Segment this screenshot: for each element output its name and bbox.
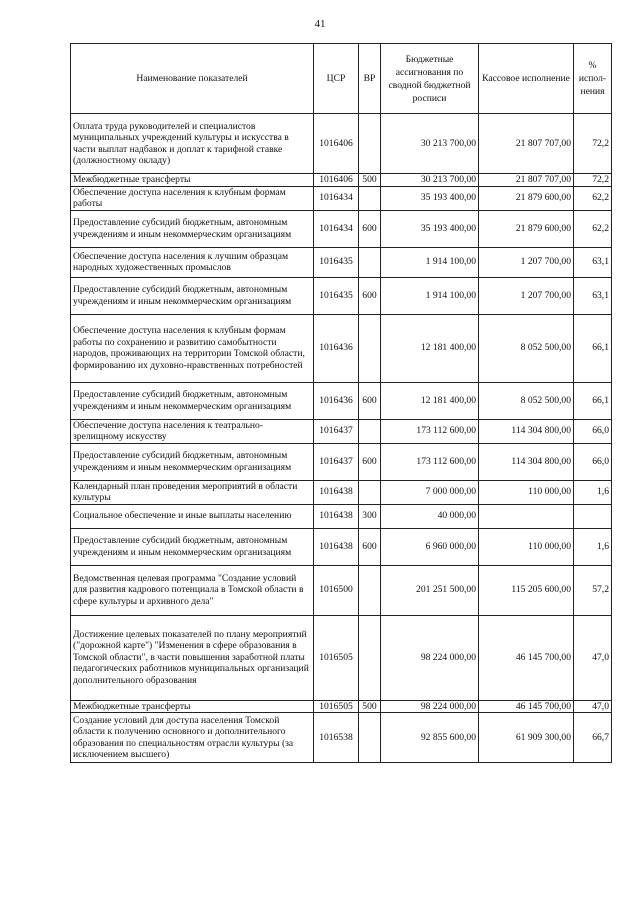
table-row xyxy=(71,186,612,210)
cell-assigned: 12 181 400,00 xyxy=(381,314,479,382)
table-row xyxy=(71,382,612,419)
cell-csr: 1016438 xyxy=(314,528,359,565)
cell-percent: 72,2 xyxy=(574,174,612,187)
cell-percent: 1,6 xyxy=(574,480,612,504)
cell-assigned: 30 213 700,00 xyxy=(381,174,479,187)
cell-assigned: 40 000,00 xyxy=(381,504,479,528)
table-row xyxy=(71,504,612,528)
cell-name: Предоставление субсидий бюджетным, автономным учреждениям и иным некоммерческим организациям xyxy=(71,528,314,565)
cell-cash: 46 145 700,00 xyxy=(479,700,574,713)
cell-vr xyxy=(359,314,381,382)
cell-vr xyxy=(359,419,381,443)
cell-assigned: 201 251 500,00 xyxy=(381,565,479,615)
cell-percent: 63,1 xyxy=(574,277,612,314)
cell-assigned: 30 213 700,00 xyxy=(381,114,479,174)
cell-csr: 1016438 xyxy=(314,480,359,504)
cell-name: Достижение целевых показателей по плану мероприятий ("дорожной карте") "Изменения в сфере образования в Томской области", в части повышения заработной платы педагогических работников муниципальных организаций дополнительного образования xyxy=(71,615,314,700)
cell-cash: 1 207 700,00 xyxy=(479,247,574,277)
cell-name: Оплата труда руководителей и специалистов муниципальных учреждений культуры и искусства в части выплат надбавок и доплат к тарифной ставке (должностному окладу) xyxy=(71,114,314,174)
table-row xyxy=(71,528,612,565)
table-row xyxy=(71,615,612,700)
cell-assigned: 1 914 100,00 xyxy=(381,247,479,277)
table-row xyxy=(71,713,612,763)
cell-vr xyxy=(359,713,381,763)
cell-percent: 47,0 xyxy=(574,615,612,700)
cell-csr: 1016434 xyxy=(314,210,359,247)
page-number: 41 xyxy=(314,18,326,30)
cell-cash: 110 000,00 xyxy=(479,528,574,565)
budget-execution-table xyxy=(70,43,612,763)
cell-vr: 600 xyxy=(359,210,381,247)
cell-cash: 114 304 800,00 xyxy=(479,443,574,480)
cell-assigned: 173 112 600,00 xyxy=(381,443,479,480)
cell-name: Создание условий для доступа населения Томской области к получению основного и дополнительного образования по специальностям отрасли культуры (за исключением высшего) xyxy=(71,713,314,763)
cell-assigned: 1 914 100,00 xyxy=(381,277,479,314)
table-row xyxy=(71,247,612,277)
table-row xyxy=(71,700,612,713)
table-row xyxy=(71,174,612,187)
cell-name: Предоставление субсидий бюджетным, автономным учреждениям и иным некоммерческим организациям xyxy=(71,443,314,480)
cell-name: Обеспечение доступа населения к театрально-зрелищному искусству xyxy=(71,419,314,443)
header-csr: ЦСР xyxy=(314,44,359,114)
cell-assigned: 6 960 000,00 xyxy=(381,528,479,565)
cell-percent: 66,1 xyxy=(574,314,612,382)
cell-vr xyxy=(359,114,381,174)
cell-cash: 21 807 707,00 xyxy=(479,174,574,187)
cell-assigned: 98 224 000,00 xyxy=(381,615,479,700)
cell-name: Обеспечение доступа населения к клубным формам работы xyxy=(71,186,314,210)
cell-vr xyxy=(359,615,381,700)
table-row xyxy=(71,565,612,615)
cell-vr xyxy=(359,186,381,210)
cell-cash xyxy=(479,504,574,528)
cell-csr: 1016435 xyxy=(314,247,359,277)
cell-cash: 8 052 500,00 xyxy=(479,382,574,419)
table-row xyxy=(71,480,612,504)
cell-vr: 500 xyxy=(359,700,381,713)
cell-csr: 1016436 xyxy=(314,314,359,382)
cell-percent: 66,0 xyxy=(574,443,612,480)
cell-assigned: 12 181 400,00 xyxy=(381,382,479,419)
cell-vr: 300 xyxy=(359,504,381,528)
cell-assigned: 173 112 600,00 xyxy=(381,419,479,443)
cell-percent xyxy=(574,504,612,528)
cell-csr: 1016505 xyxy=(314,615,359,700)
cell-csr: 1016538 xyxy=(314,713,359,763)
cell-assigned: 7 000 000,00 xyxy=(381,480,479,504)
cell-vr xyxy=(359,565,381,615)
table-row xyxy=(71,114,612,174)
cell-percent: 62,2 xyxy=(574,210,612,247)
header-name: Наименование показателей xyxy=(71,44,314,114)
cell-percent: 66,0 xyxy=(574,419,612,443)
cell-percent: 62,2 xyxy=(574,186,612,210)
cell-percent: 72,2 xyxy=(574,114,612,174)
cell-vr xyxy=(359,247,381,277)
cell-percent: 57,2 xyxy=(574,565,612,615)
cell-cash: 114 304 800,00 xyxy=(479,419,574,443)
cell-csr: 1016500 xyxy=(314,565,359,615)
table-row xyxy=(71,314,612,382)
cell-assigned: 35 193 400,00 xyxy=(381,210,479,247)
cell-vr: 600 xyxy=(359,443,381,480)
table-row xyxy=(71,419,612,443)
cell-cash: 46 145 700,00 xyxy=(479,615,574,700)
cell-assigned: 98 224 000,00 xyxy=(381,700,479,713)
cell-csr: 1016435 xyxy=(314,277,359,314)
header-percent: % испол-нения xyxy=(574,44,612,114)
cell-csr: 1016505 xyxy=(314,700,359,713)
cell-percent: 1,6 xyxy=(574,528,612,565)
table-row xyxy=(71,277,612,314)
cell-cash: 21 879 600,00 xyxy=(479,186,574,210)
cell-csr: 1016437 xyxy=(314,419,359,443)
cell-csr: 1016406 xyxy=(314,114,359,174)
cell-cash: 8 052 500,00 xyxy=(479,314,574,382)
cell-percent: 66,1 xyxy=(574,382,612,419)
cell-percent: 63,1 xyxy=(574,247,612,277)
cell-name: Календарный план проведения мероприятий в области культуры xyxy=(71,480,314,504)
cell-name: Обеспечение доступа населения к лучшим образцам народных художественных промыслов xyxy=(71,247,314,277)
cell-cash: 21 807 707,00 xyxy=(479,114,574,174)
cell-csr: 1016437 xyxy=(314,443,359,480)
cell-name: Ведомственная целевая программа "Создание условий для развития кадрового потенциала в Томской области в сфере культуры и архивного дела" xyxy=(71,565,314,615)
cell-cash: 110 000,00 xyxy=(479,480,574,504)
cell-name: Предоставление субсидий бюджетным, автономным учреждениям и иным некоммерческим организациям xyxy=(71,277,314,314)
cell-csr: 1016438 xyxy=(314,504,359,528)
cell-csr: 1016434 xyxy=(314,186,359,210)
cell-name: Предоставление субсидий бюджетным, автономным учреждениям и иным некоммерческим организациям xyxy=(71,210,314,247)
cell-assigned: 35 193 400,00 xyxy=(381,186,479,210)
cell-cash: 21 879 600,00 xyxy=(479,210,574,247)
header-cash: Кассовое исполнение xyxy=(479,44,574,114)
cell-percent: 47,0 xyxy=(574,700,612,713)
table-row xyxy=(71,443,612,480)
cell-vr: 500 xyxy=(359,174,381,187)
cell-vr xyxy=(359,480,381,504)
cell-vr: 600 xyxy=(359,382,381,419)
cell-vr: 600 xyxy=(359,277,381,314)
cell-csr: 1016406 xyxy=(314,174,359,187)
table-row xyxy=(71,210,612,247)
cell-cash: 61 909 300,00 xyxy=(479,713,574,763)
cell-name: Обеспечение доступа населения к клубным формам работы по сохранению и развитию самобытности народов, проживающих на территории Томской области, формированию их духовно-нравственных потребностей xyxy=(71,314,314,382)
cell-name: Предоставление субсидий бюджетным, автономным учреждениям и иным некоммерческим организациям xyxy=(71,382,314,419)
cell-cash: 1 207 700,00 xyxy=(479,277,574,314)
cell-cash: 115 205 600,00 xyxy=(479,565,574,615)
cell-vr: 600 xyxy=(359,528,381,565)
cell-name: Межбюджетные трансферты xyxy=(71,700,314,713)
cell-csr: 1016436 xyxy=(314,382,359,419)
header-assigned: Бюджетные ассигнования по сводной бюджетной росписи xyxy=(381,44,479,114)
cell-assigned: 92 855 600,00 xyxy=(381,713,479,763)
header-vr: ВР xyxy=(359,44,381,114)
cell-percent: 66,7 xyxy=(574,713,612,763)
cell-name: Социальное обеспечение и иные выплаты населению xyxy=(71,504,314,528)
cell-name: Межбюджетные трансферты xyxy=(71,174,314,187)
table-body xyxy=(71,114,612,763)
